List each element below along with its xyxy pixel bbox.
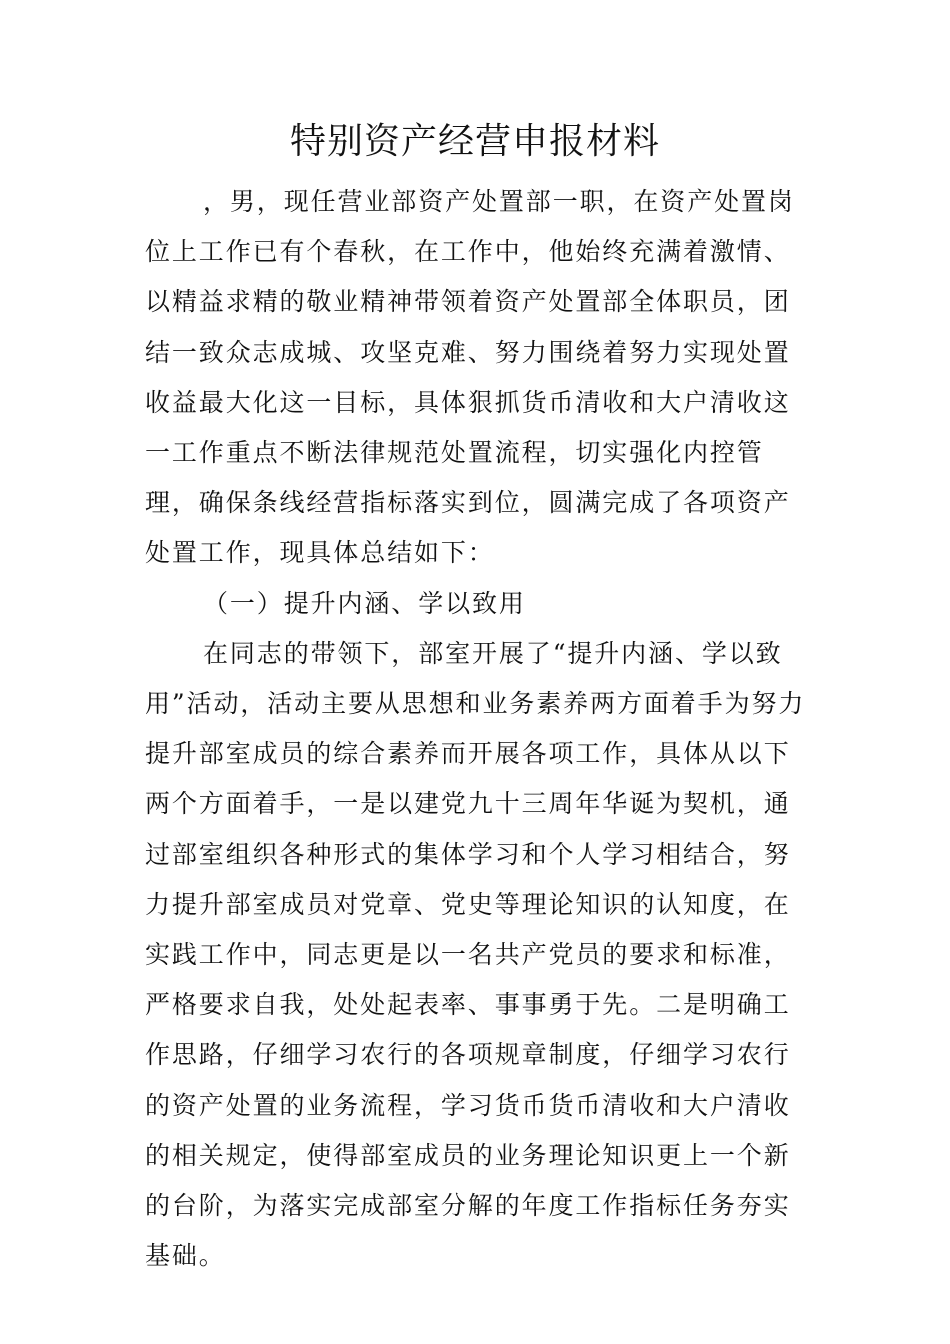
section-heading: （一）提升内涵、学以致用 bbox=[203, 588, 526, 618]
document-body bbox=[145, 177, 815, 1281]
paragraph-section-body: 在同志的带领下，部室开展了“提升内涵、学以致用”活动，活动主要从思想和业务素养两方面着手为努力提升部室成员的综合素养而开展各项工作，具体从以下两个方面着手，一是以建党九十三周年华诞为契机，通过部室组织各种形式的集体学习和个人学习相结合，努力提升部室成员对党章、党史等理论知识的认知度，在实践工作中，同志更是以一名共产党员的要求和标准，严格要求自我，处处起表率、事事勇于先。二是明确工作思路，仔细学习农行的各项规章制度，仔细学习农行的资产处置的业务流程，学习货币货币清收和大户清收的相关规定，使得部室成员的业务理论知识更上一个新的台阶，为落实完成部室分解的年度工作指标任务夯实基础。 bbox=[145, 638, 806, 1271]
document-title: 特别资产经营申报材料 bbox=[289, 121, 660, 162]
paragraph-intro: ，男，现任营业部资产处置部一职，在资产处置岗位上工作已有个春秋，在工作中，他始终充满着激情、以精益求精的敬业精神带领着资产处置部全体职员，团结一致众志成城、攻坚克难、努力围绕着努力实现处置收益最大化这一目标，具体狠抓货币清收和大户清收这一工作重点不断法律规范处置流程，切实强化内控管理，确保条线经营指标落实到位，圆满完成了各项资产处置工作，现具体总结如下： bbox=[145, 187, 795, 568]
